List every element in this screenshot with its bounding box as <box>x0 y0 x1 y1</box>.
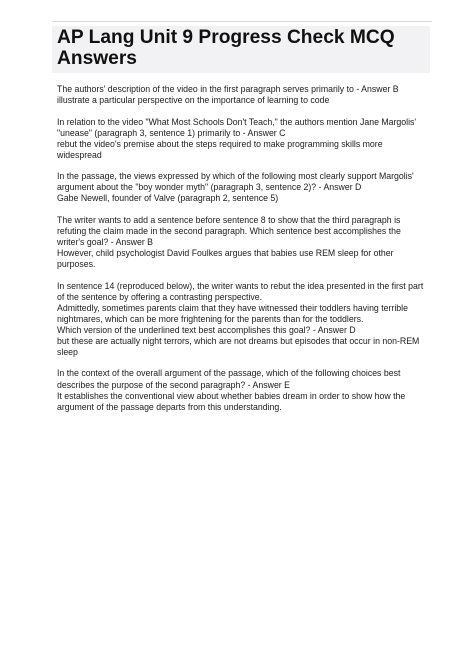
question-text: In relation to the video "What Most Schools Don't Teach," the authors mention Jane Margolis' "unease" (paragraph 3, sentence 1) primarily to - Answer C <box>57 116 417 138</box>
question-text: In the passage, the views expressed by which of the following most clearly support Margolis' argument about the "boy wonder myth" (paragraph 3, sentence 2)? - Answer D <box>57 171 414 193</box>
answer-text: Gabe Newell, founder of Valve (paragraph 2, sentence 5) <box>57 193 279 204</box>
answer-text: rebut the video's premise about the steps required to make programming skills more widespread <box>57 138 383 160</box>
answer-text: It establishes the conventional view about whether babies dream in order to show how the argument of the passage departs from this understanding. <box>57 390 406 412</box>
document-title: AP Lang Unit 9 Progress Check MCQ Answers <box>57 27 395 69</box>
question-text: The writer wants to add a sentence before sentence 8 to show that the third paragraph is refuting the claim made in the second paragraph. Which sentence best accomplishes the writer's goal? - Answer B <box>57 214 401 248</box>
qa-item <box>57 215 429 270</box>
answer-list <box>57 84 429 423</box>
header-divider <box>52 21 432 22</box>
qa-item <box>57 117 429 161</box>
qa-item <box>57 368 429 412</box>
qa-item <box>57 171 429 204</box>
answer-text: However, child psychologist David Foulkes argues that babies use REM sleep for other purposes. <box>57 248 394 270</box>
question-text: In the context of the overall argument of the passage, which of the following choices best describes the purpose of the second paragraph? - Answer E <box>57 368 401 390</box>
question-text: The authors' description of the video in the first paragraph serves primarily to - Answer B <box>57 84 399 94</box>
answer-text: but these are actually night terrors, which are not dreams but episodes that occur in non-REM sleep <box>57 335 420 357</box>
question-text: In sentence 14 (reproduced below), the writer wants to rebut the idea presented in the first part of the sentence by offering a contrasting perspective. Admittedly, sometimes parents claim that they have witnessed their toddlers having terrible nightmares, which can be more frightening for the parents than for the toddlers. Which version of the underlined text best accomplishes this goal? - Answer D <box>57 280 424 335</box>
answer-text: illustrate a particular perspective on the importance of learning to code <box>57 95 330 106</box>
qa-item <box>57 281 429 358</box>
qa-item <box>57 84 429 106</box>
